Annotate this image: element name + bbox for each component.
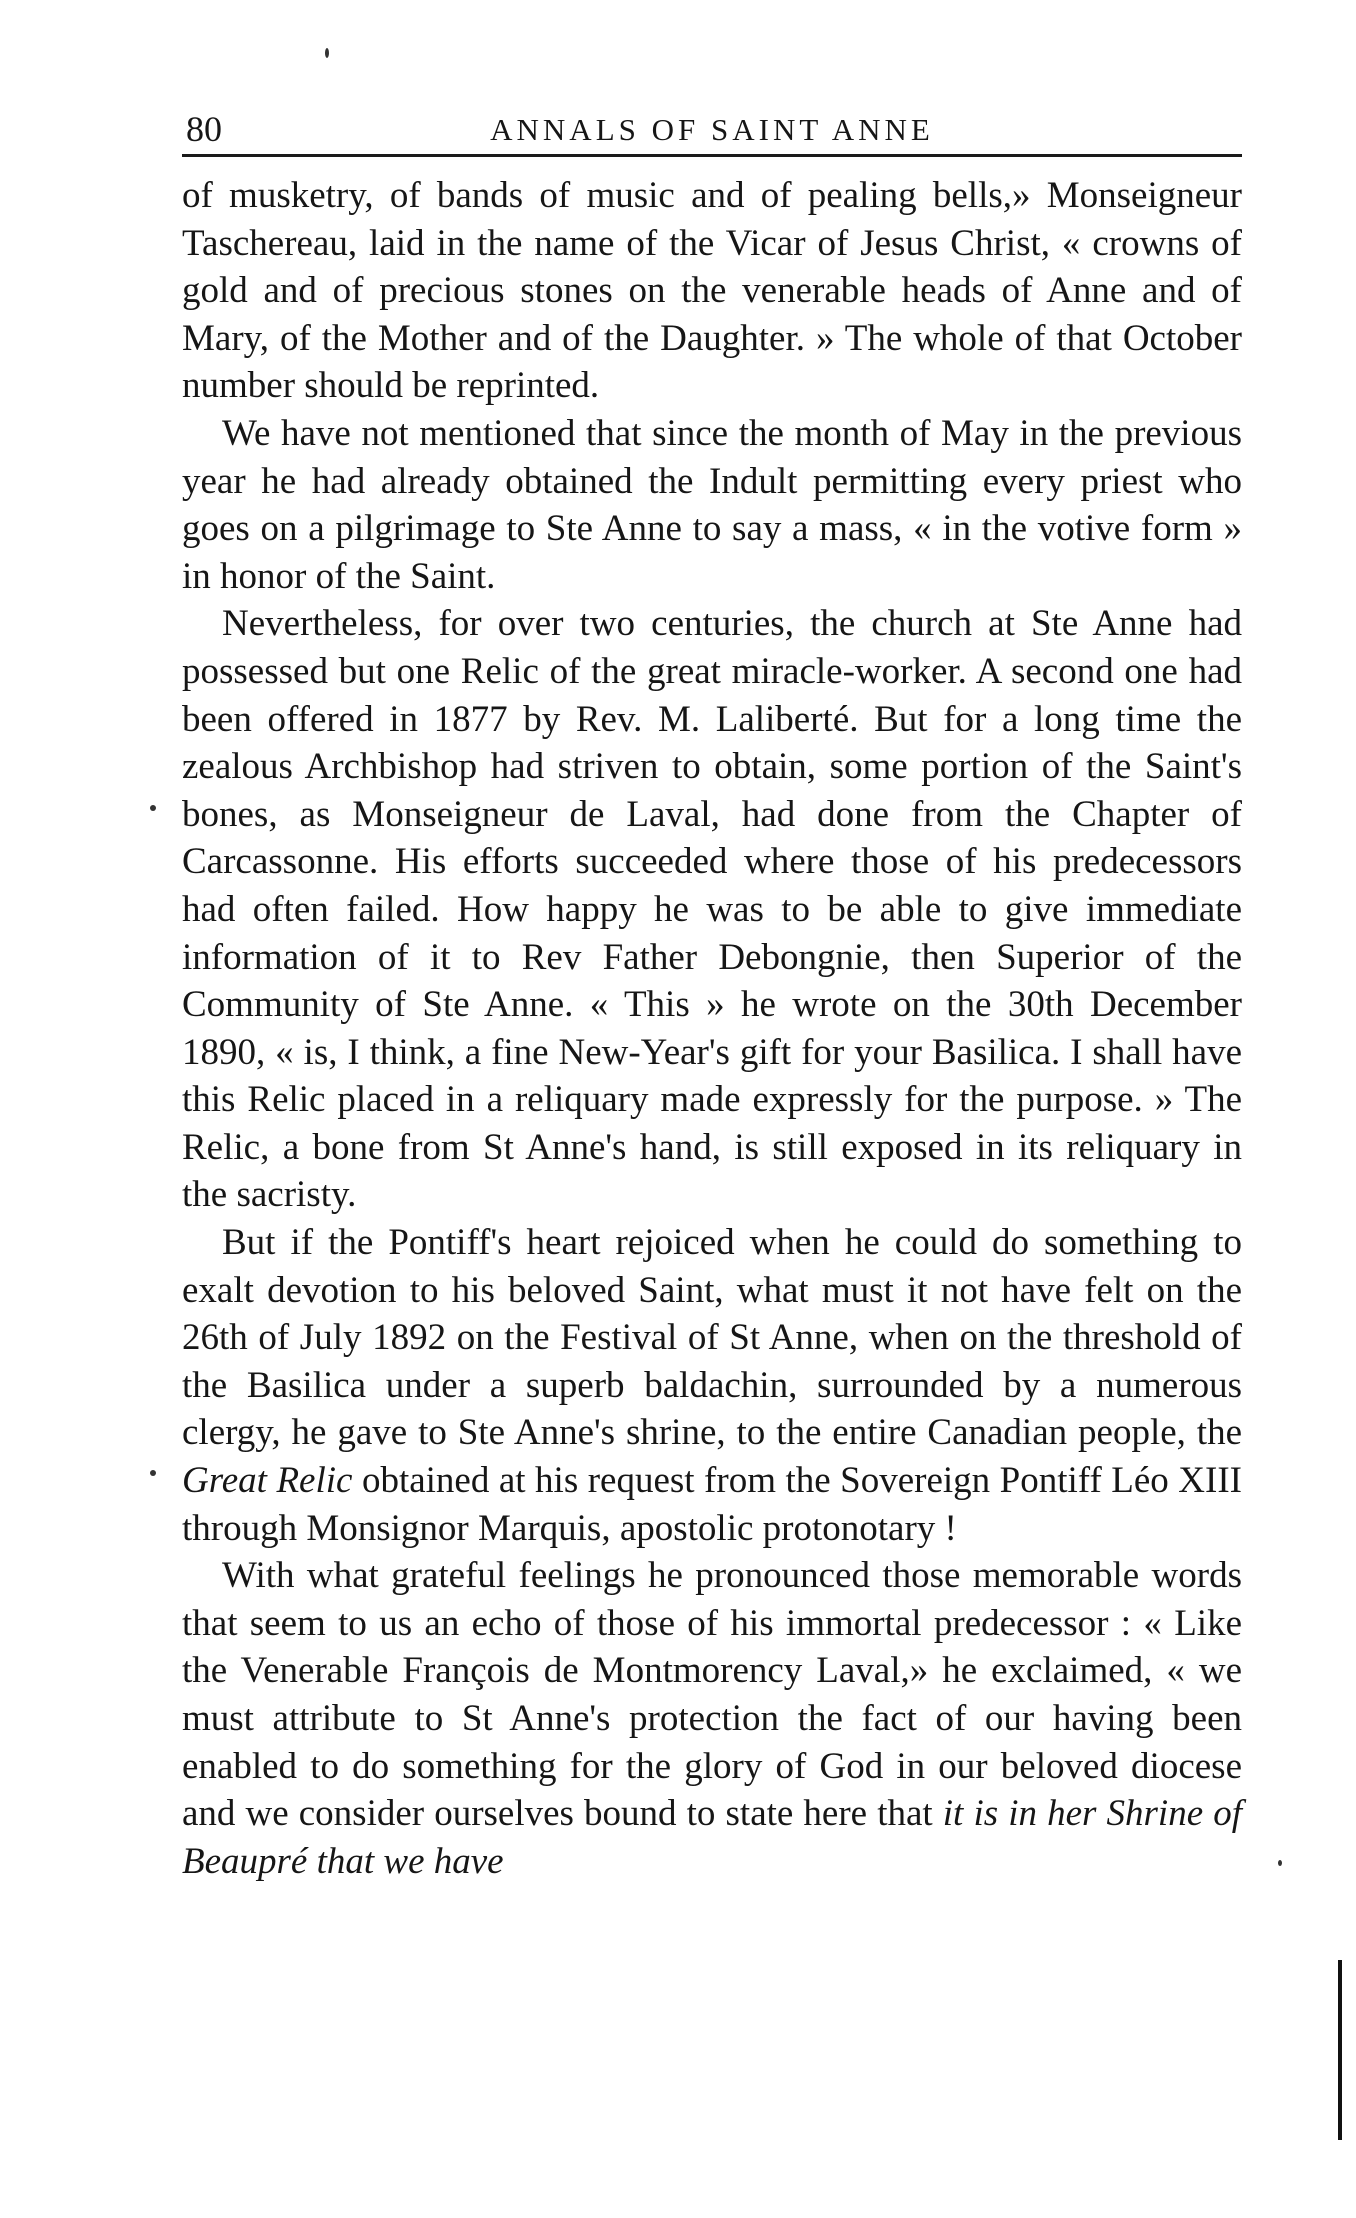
scan-speck	[150, 805, 156, 811]
paragraph-4-text-after: obtained at his request from the Sovereign Pontiff Léo XIII through Monsignor Marquis, apostolic protonotary !	[182, 1460, 1242, 1549]
scan-speck	[325, 48, 329, 58]
paragraph-3: Nevertheless, for over two centuries, the church at Ste Anne had possessed but one Relic of the great miracle-worker. A second one had been offered in 1877 by Rev. M. Laliberté. But for a long time the zealous Archbishop had striven to obtain, some portion of the Saint's bones, as Monseigneur de Laval, had done from the Chapter of Carcassonne. His efforts succeeded where those of his predecessors had often failed. How happy he was to be able to give immediate information of it to Rev Father Debongnie, then Superior of the Community of Ste Anne. « This » he wrote on the 30th December 1890, « is, I think, a fine New-Year's gift for your Basilica. I shall have this Relic placed in a reliquary made expressly for the purpose. » The Relic, a bone from St Anne's hand, is still exposed in its reliquary in the sacristy.	[182, 603, 1242, 1216]
running-title: ANNALS OF SAINT ANNE	[490, 112, 934, 147]
paragraph-4	[182, 1219, 1242, 1552]
page-number: 80	[186, 109, 222, 149]
paragraph-4-italic: Great Relic	[182, 1460, 353, 1502]
page-header	[182, 90, 1242, 154]
paragraph-5	[182, 1552, 1242, 1885]
paragraph-5-text-before: With what grateful feelings he pronounced those memorable words that seem to us an echo of those of his immortal predecessor : « Like the Venerable François de Montmorency Laval,» he exclaimed, « we must attribute to St Anne's protection the fact of our having been enabled to do something for the glory of God in our beloved diocese and we consider ourselves bound to state here that	[182, 1555, 1242, 1835]
paragraph-2: We have not mentioned that since the month of May in the previous year he had already obtained the Indult permitting every priest who goes on a pilgrimage to Ste Anne to say a mass, « in the votive form » in honor of the Saint.	[182, 412, 1242, 597]
book-page	[182, 90, 1242, 1885]
scan-speck	[150, 1470, 156, 1476]
body-text	[182, 172, 1242, 1885]
paragraph-4-text-before: But if the Pontiff's heart rejoiced when he could do something to exalt devotion to his beloved Saint, what must it not have felt on the 26th of July 1892 on the Festival of St Anne, when on the threshold of the Basilica under a superb baldachin, surrounded by a numerous clergy, he gave to Ste Anne's shrine, to the entire Canadian people, the	[182, 1222, 1242, 1454]
paragraph-5-italic: it is in her Shrine of Beaupré that we have	[182, 1793, 1242, 1882]
scan-speck	[1278, 1860, 1282, 1866]
paragraph-1: of musketry, of bands of music and of pealing bells,» Monseigneur Taschereau, laid in the name of the Vicar of Jesus Christ, « crowns of gold and of precious stones on the venerable heads of Anne and of Mary, of the Mother and of the Daughter. » The whole of that October number should be reprinted.	[182, 175, 1242, 407]
margin-scan-line	[1338, 1960, 1342, 2140]
header-rule	[182, 154, 1242, 157]
